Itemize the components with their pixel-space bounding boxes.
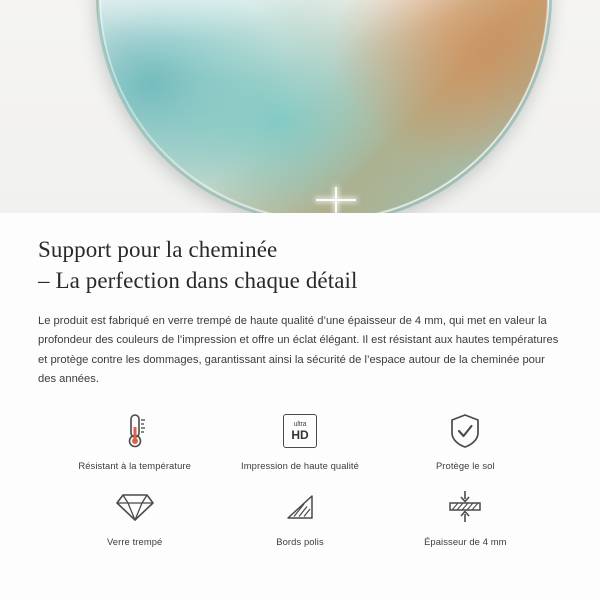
thermometer-icon: [118, 409, 152, 453]
feature-label: Résistant à la température: [78, 460, 191, 472]
feature-label: Protège le sol: [435, 460, 495, 472]
feature-label: Impression de haute qualité: [241, 460, 359, 472]
headline-line-2: – La perfection dans chaque détail: [38, 267, 358, 293]
feature-item-print-quality: [217, 409, 382, 471]
ultra-hd-icon: [283, 409, 317, 453]
ultra-hd-badge-bottom: HD: [291, 428, 309, 443]
feature-item-tempered-glass: [52, 485, 217, 547]
hero-image: [0, 0, 600, 213]
page-title: [38, 235, 562, 296]
feature-item-floor-protection: [383, 409, 548, 471]
polished-edges-icon: [282, 485, 318, 529]
feature-label: Bords polis: [276, 536, 324, 548]
diamond-icon: [115, 485, 155, 529]
feature-label: Verre trempé: [106, 536, 163, 548]
feature-item-temperature: [52, 409, 217, 471]
ultra-hd-badge-top: ultra: [293, 421, 307, 429]
feature-label: Épaisseur de 4 mm: [424, 536, 507, 548]
feature-item-polished-edges: [217, 485, 382, 547]
description-text: Le produit est fabriqué en verre trempé de haute qualité d’une épaisseur de 4 mm, qui met en valeur la profondeur des couleurs de l’impression et offre un éclat élégant. Il est résistant aux hautes températures et protège contre les dommages, garantissant ainsi la sécurité de l’espace autour de la cheminée pour des années.: [38, 315, 559, 385]
thickness-arrows-icon: [445, 485, 485, 529]
feature-grid: [38, 409, 562, 547]
headline-line-1: Support pour la cheminée: [38, 237, 278, 262]
content-section: [0, 213, 600, 547]
shield-check-icon: [448, 409, 482, 453]
feature-item-thickness: [383, 485, 548, 547]
